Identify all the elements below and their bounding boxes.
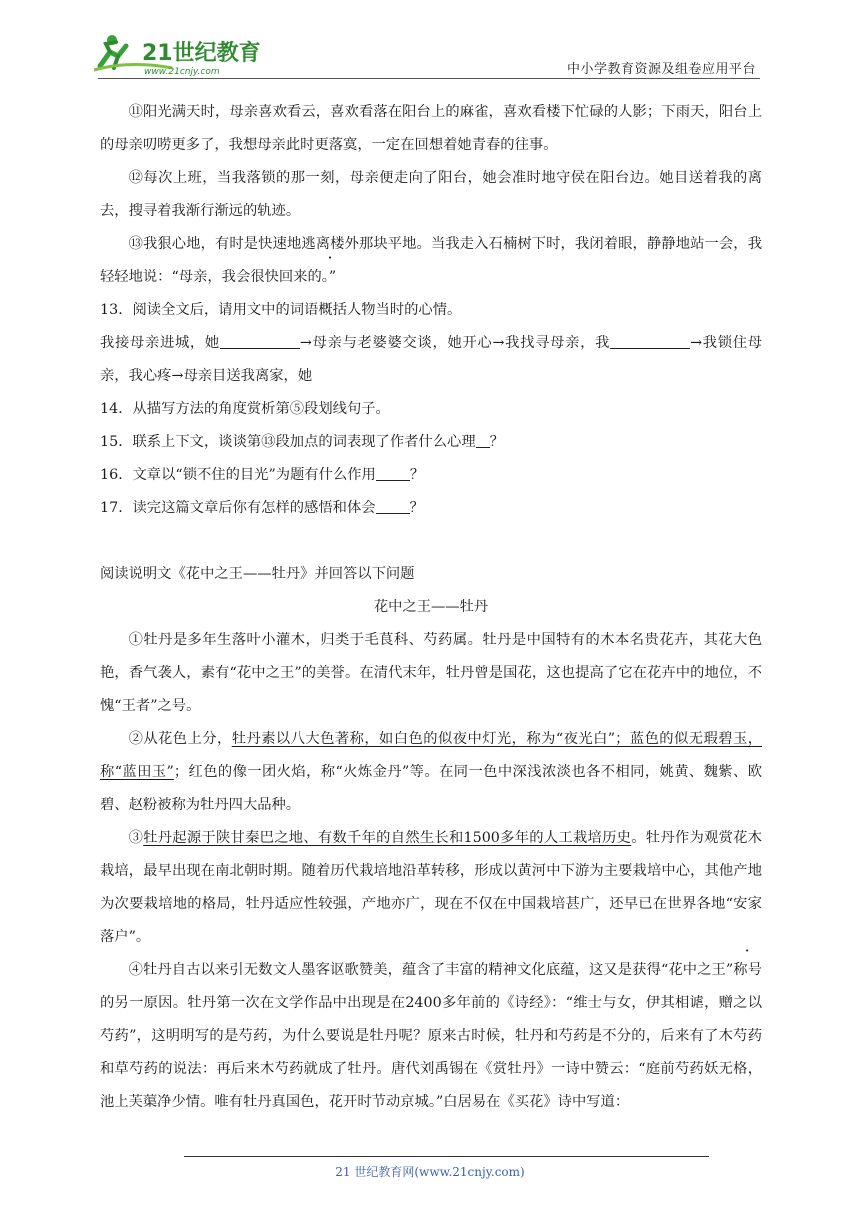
paragraph-13-text-b: 楼外那块平地。当我走入石楠树下时，我闭着眼，静静地站一会，我轻轻地说：“母亲，我会很快回来的。” (100, 236, 763, 285)
q17-end: ？ (409, 500, 424, 516)
dotted-word: 逃离 (301, 236, 331, 252)
q13-text-c: →我锁住母亲，我心疼→母亲目送我离家，她 (100, 335, 762, 384)
question-17 (100, 492, 762, 525)
q15-text: 15．联系上下文，谈谈第⑬段加点的词表现了作者什么心理 (100, 434, 476, 450)
answer-blank-1[interactable] (220, 332, 300, 349)
answer-blank-15[interactable] (476, 431, 490, 448)
answer-blank-2[interactable] (610, 332, 690, 349)
a3-underlined: 牡丹起源于陕甘秦巴之地、有数千年的自然生长和1500多年的人工栽培历史 (143, 830, 632, 846)
answer-blank-16[interactable] (376, 464, 410, 481)
q15-end: ？ (489, 434, 504, 450)
question-16 (100, 459, 762, 492)
platform-name: 中小学教育资源及组卷应用平台 (566, 62, 756, 77)
answer-blank-17[interactable] (376, 497, 410, 514)
question-14: 14．从描写方法的角度赏析第⑤段划线句子。 (100, 401, 390, 417)
article-paragraph-1: ①牡丹是多年生落叶小灌木，归类于毛茛科、芍药属。牡丹是中国特有的木本名贵花卉，其花大色艳，香气袭人，素有“花中之王”的美誉。在清代末年，牡丹曾是国花，这也提高了它在花卉中的地位，不愧“王者”之号。 (100, 632, 762, 714)
paragraph-13 (100, 228, 762, 294)
footer-divider (184, 1156, 709, 1157)
paragraph-11: ⑪阳光满天时，母亲喜欢看云，喜欢看落在阳台上的麻雀，喜欢看楼下忙碌的人影；下雨天，阳台上的母亲叨唠更多了，我想母亲此时更落寞，一定在回想着她青春的往事。 (100, 104, 762, 153)
paragraph-13-text-a: ⑬我狠心地，有时是快速地 (128, 236, 302, 252)
q13-text-a: 我接母亲进城，她 (100, 335, 220, 351)
section-spacer (100, 525, 762, 558)
document-body (100, 96, 762, 1119)
a2-underlined: 牡丹素以八大色著称，如白色的似夜中灯光，称为“夜光白”；蓝色的似无瑕碧玉，称“蓝田玉” (100, 731, 762, 780)
article-paragraph-3 (100, 822, 762, 954)
section-intro: 阅读说明文《花中之王——牡丹》并回答以下问题 (100, 566, 415, 582)
a3-text-b: 。牡丹作为观赏花木栽培，最早出现在南北朝时期。随着历代栽培地沿革转移，形成以黄河中下游为主要栽培中心，其他产地为次要栽培地的格局，牡丹适应性较强，产地亦广，现在不仅在中国栽培甚广，还早已在世界各地“ (100, 830, 763, 912)
q16-text: 16．文章以“锁不住的目光”为题有什么作用 (100, 467, 376, 483)
a2-text-b: ；红色的像一团火焰，称“火炼金丹”等。在同一色中深浅浓淡也各不相同，姚黄、魏紫、欧碧、赵粉被称为牡丹四大品种。 (100, 764, 762, 813)
site-logo (92, 30, 262, 80)
article-paragraph-4: ④牡丹自古以来引无数文人墨客讴歌赞美，蕴含了丰富的精神文化底蕴，这又是获得“花中之王”称号的另一原因。牡丹第一次在文学作品中出现是在2400多年前的《诗经》：“维士与女，伊其相谑，赠之以芍药”，这明明写的是芍药，为什么要说是牡丹呢？原来古时候，牡丹和芍药是不分的，后来有了木芍药和草芍药的说法：再后来木芍药就成了牡丹。唐代刘禹锡在《赏牡丹》一诗中赞云：“庭前芍药妖无格，池上芙蕖净少情。唯有牡丹真国色，花开时节动京城。”白居易在《买花》诗中写道： (100, 962, 762, 1110)
q13-text-b: →母亲与老婆婆交谈，她开心→我找寻母亲，我 (299, 335, 611, 351)
logo-text: 21世纪教育 (142, 41, 261, 66)
logo-url: www.21cnjy.com (144, 67, 220, 77)
paragraph-12: ⑫每次上班，当我落锁的那一刻，母亲便走向了阳台，她会准时地守侯在阳台边。她目送着我的离去，搜寻着我渐行渐远的轨迹。 (100, 170, 762, 219)
question-13: 13．阅读全文后，请用文中的词语概括人物当时的心情。 (100, 302, 462, 318)
article-paragraph-2 (100, 723, 762, 822)
article-title: 花中之王——牡丹 (373, 599, 489, 615)
a3-text-c: ”。 (128, 929, 151, 945)
a3-text-a: ③ (128, 830, 144, 846)
question-13-fill (100, 327, 762, 393)
q17-text: 17．读完这篇文章后你有怎样的感悟和体会 (100, 500, 376, 516)
a3-dotted-phrase: 安家落户 · (100, 896, 762, 945)
header-divider (98, 78, 760, 79)
question-15 (100, 426, 762, 459)
page-footer[interactable]: 21 世纪教育网(www.21cnjy.com) (335, 1165, 525, 1179)
q16-end: ？ (409, 467, 425, 483)
a2-text-a: ②从花色上分， (128, 731, 232, 747)
page-header (0, 0, 860, 82)
